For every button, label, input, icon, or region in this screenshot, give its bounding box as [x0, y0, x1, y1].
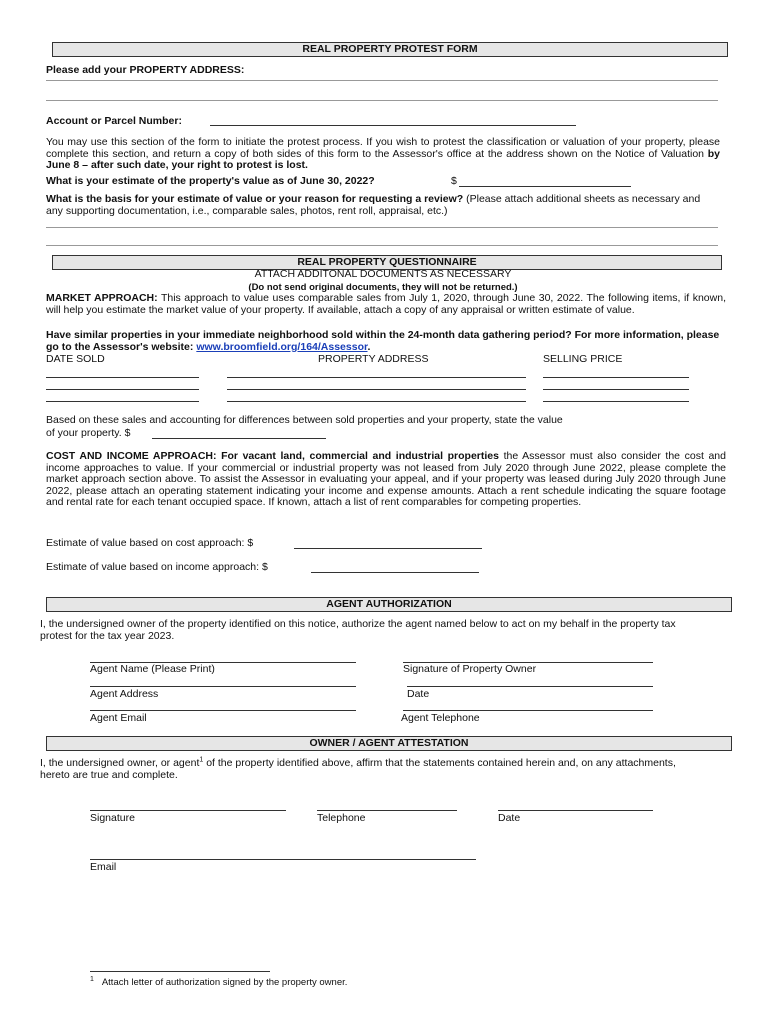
parcel-number-field[interactable]	[210, 125, 576, 126]
footnote-ref: 1	[199, 756, 204, 764]
income-estimate-field[interactable]	[311, 572, 479, 573]
market-approach-paragraph: MARKET APPROACH: This approach to value uses comparable sales from July 1, 2020, through June 30, 2022. The following items, if known, will help you estimate the market value of your property. If available, attach a copy of any appraisal or written estimate of value.	[46, 292, 726, 316]
address-line-2[interactable]	[46, 100, 718, 101]
no-originals-note: (Do not send original documents, they will not be returned.)	[248, 282, 518, 293]
deadline-note: by June 8 – after such date, your right to protest is lost.	[46, 147, 720, 172]
attest-email-field[interactable]	[90, 859, 476, 860]
attestation-title: OWNER / AGENT ATTESTATION	[46, 736, 732, 751]
cost-estimate-label: Estimate of value based on cost approach: $	[46, 537, 254, 549]
attest-date-label: Date	[498, 812, 521, 824]
cost-income-label: COST AND INCOME APPROACH: For vacant land, commercial and industrial properties	[46, 450, 499, 462]
estimate-question: What is your estimate of the property's value as of June 30, 2022?	[46, 175, 375, 187]
intro-paragraph: You may use this section of the form to initiate the protest process. If you wish to protest the classification or valuation of your property, please complete this section, and return a copy of both sides of this form to the Assessor's office at the address shown on the Notice of Valuation by June 8 – after such date, your right to protest is lost.	[46, 136, 720, 172]
attest-telephone-label: Telephone	[317, 812, 366, 824]
attestation-text: I, the undersigned owner, or agent$^1$ of the property identified above, affirm that the statements contained herein and, on any attachments, hereto are true and complete.	[40, 756, 676, 781]
agent-address-field[interactable]	[90, 686, 356, 687]
form-title: REAL PROPERTY PROTEST FORM	[52, 42, 728, 57]
col-property-address: PROPERTY ADDRESS	[318, 353, 429, 365]
basis-question: What is the basis for your estimate of value or your reason for requesting a review?	[46, 193, 464, 205]
agent-email-label: Agent Email	[90, 712, 147, 724]
footnote: $^1$ Attach letter of authorization signed by the property owner.	[90, 975, 348, 988]
sale-date-field-3[interactable]	[46, 401, 199, 402]
footnote-divider	[90, 971, 270, 972]
estimate-field[interactable]	[459, 186, 631, 187]
based-text-line-1: Based on these sales and accounting for differences between sold properties and your property, state the value	[46, 414, 563, 426]
agent-email-field[interactable]	[90, 710, 356, 711]
assessor-website-link[interactable]: www.broomfield.org/164/Assessor	[196, 340, 368, 353]
sale-price-field-2[interactable]	[543, 389, 689, 390]
agent-name-label: Agent Name (Please Print)	[90, 663, 215, 675]
basis-line-1[interactable]	[46, 227, 718, 228]
questionnaire-title: REAL PROPERTY QUESTIONNAIRE	[52, 255, 722, 270]
sale-date-field-2[interactable]	[46, 389, 199, 390]
attest-signature-field[interactable]	[90, 810, 286, 811]
attest-signature-label: Signature	[90, 812, 135, 824]
sale-price-field-3[interactable]	[543, 401, 689, 402]
market-approach-label: MARKET APPROACH:	[46, 292, 158, 304]
address-line-1[interactable]	[46, 80, 718, 81]
agent-address-label: Agent Address	[90, 688, 159, 700]
parcel-label: Account or Parcel Number:	[46, 115, 182, 127]
sale-address-field-3[interactable]	[227, 401, 526, 402]
attach-documents-note: ATTACH ADDITONAL DOCUMENTS AS NECESSARY	[254, 268, 512, 280]
attest-date-field[interactable]	[498, 810, 653, 811]
cost-income-paragraph: COST AND INCOME APPROACH: For vacant land, commercial and industrial properties the Assessor must also consider the cost and income approaches to value. If your commercial or industrial property was not leased from July 2020 through June 2022, please complete the market approach section above. To assist the Assessor in evaluating your appeal, and if your property was leased during July 2020 through June 2022, please attach an operating statement indicating your income and expense amounts. Attach a rent schedule indicating the square footage and rental rate for each tenant occupied space. If known, attach a list of rent comparables for competing properties.	[46, 450, 726, 509]
agent-telephone-field[interactable]	[403, 710, 653, 711]
footnote-mark: 1	[90, 975, 94, 983]
sale-date-field-1[interactable]	[46, 377, 199, 378]
agent-date-label: Date	[407, 688, 430, 700]
agent-authorization-title: AGENT AUTHORIZATION	[46, 597, 732, 612]
owner-signature-label: Signature of Property Owner	[403, 663, 537, 675]
agent-telephone-label: Agent Telephone	[401, 712, 480, 724]
property-value-field[interactable]	[152, 438, 326, 439]
agent-authorization-text: I, the undersigned owner of the property identified on this notice, authorize the agent named below to act on my behalf in the property tax protest for the tax year 2023.	[40, 618, 676, 642]
sale-address-field-1[interactable]	[227, 377, 526, 378]
similar-properties-question: Have similar properties in your immediate neighborhood sold within the 24-month data gathering period? For more information, please go to the Assessor's website: www.broomfield.org/164/Assessor.	[46, 329, 720, 353]
attest-telephone-field[interactable]	[317, 810, 457, 811]
estimate-dollar: $	[451, 175, 457, 187]
col-date-sold: DATE SOLD	[46, 353, 105, 365]
attest-email-label: Email	[90, 861, 117, 873]
col-selling-price: SELLING PRICE	[543, 353, 623, 365]
income-estimate-label: Estimate of value based on income approach: $	[46, 561, 268, 573]
address-label: Please add your PROPERTY ADDRESS:	[46, 64, 245, 76]
basis-paragraph	[46, 194, 720, 217]
basis-note: (Please attach additional sheets as necessary and any supporting documentation, i.e., comparable sales, photos, rent roll, appraisal, etc.)	[46, 193, 701, 217]
basis-line-2[interactable]	[46, 245, 718, 246]
cost-estimate-field[interactable]	[294, 548, 482, 549]
agent-date-field[interactable]	[407, 686, 653, 687]
based-text-line-2: of your property. $	[46, 427, 131, 439]
sale-address-field-2[interactable]	[227, 389, 526, 390]
sale-price-field-1[interactable]	[543, 377, 689, 378]
